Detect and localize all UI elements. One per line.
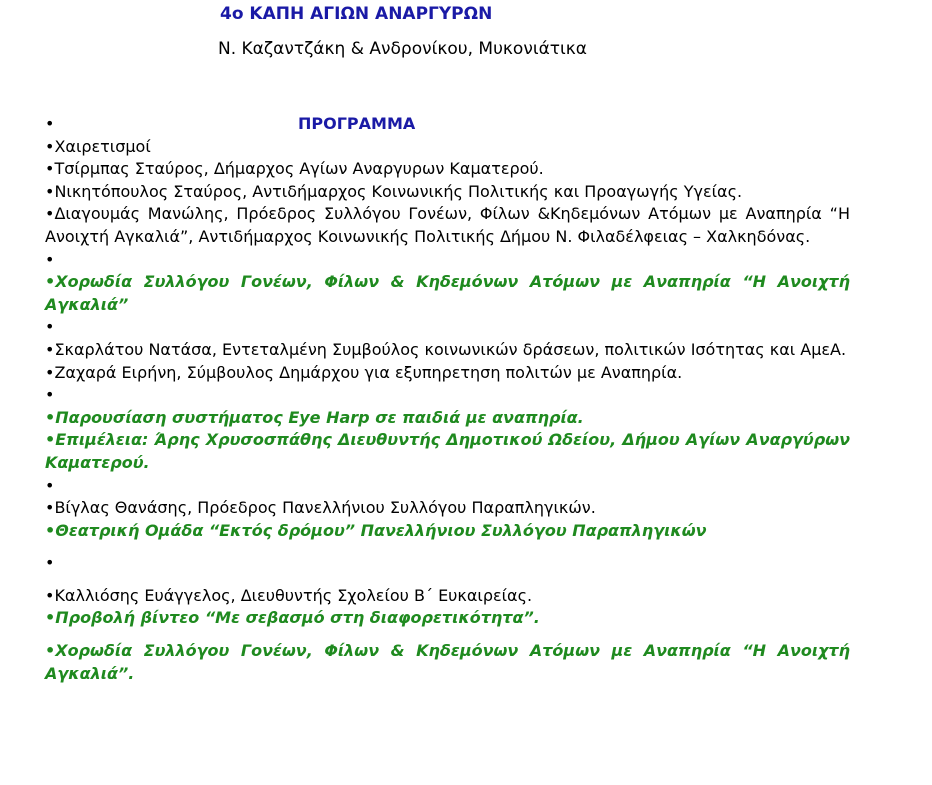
list-item-highlight: •Επιμέλεια: Άρης Χρυσοσπάθης Διευθυντής Δημοτικού Ωδείου, Δήμου Αγίων Αναργύρων Καματερού. — [45, 430, 850, 472]
bullet: • — [45, 114, 55, 133]
program-heading-line — [45, 113, 850, 136]
list-item: •Τσίρμπας Σταύρος, Δήμαρχος Αγίων Αναργυρων Καματερού. — [45, 159, 544, 179]
venue-address: Ν. Καζαντζάκη & Ανδρονίκου, Μυκονιάτικα — [218, 39, 587, 59]
list-item-highlight: •Χορωδία Συλλόγου Γονέων, Φίλων & Κηδεμόνων Ατόμων με Αναπηρία “Η Ανοιχτή Αγκαλιά” — [45, 272, 850, 314]
bullet: • — [45, 317, 55, 337]
list-item: •Διαγουμάς Μανώλης, Πρόεδρος Συλλόγου Γονέων, Φίλων &Κηδεμόνων Ατόμων με Αναπηρία “Η Ανοιχτή Αγκαλιά”, Αντιδήμαρχος Κοινωνικής Πολιτικής Δήμου Ν. Φιλαδέλφειας – Χαλκηδόνας. — [45, 204, 850, 246]
spacer — [45, 542, 850, 552]
list-item-highlight: •Χορωδία Συλλόγου Γονέων, Φίλων & Κηδεμόνων Ατόμων με Αναπηρία “Η Ανοιχτή Αγκαλιά”. — [45, 641, 850, 683]
list-item: •Νικητόπουλος Σταύρος, Αντιδήμαρχος Κοινωνικής Πολιτικής και Προαγωγής Υγείας. — [45, 181, 743, 201]
document-title: 4ο ΚΑΠΗ ΑΓΙΩΝ ΑΝΑΡΓΥΡΩΝ — [220, 4, 493, 24]
bullet: • — [45, 385, 55, 405]
spacer — [45, 575, 850, 585]
program-body — [45, 113, 850, 685]
bullet: • — [45, 475, 55, 495]
list-item: •Βίγλας Θανάσης, Πρόεδρος Πανελλήνιου Συλλόγου Παραπληγικών. — [45, 498, 596, 518]
bullet: • — [45, 553, 55, 573]
list-item: •Σκαρλάτου Νατάσα, Εντεταλμένη Συμβούλος κοινωνικών δράσεων, πολιτικών Ισότητας και ΑμεΑ. — [45, 339, 847, 359]
bullet: • — [45, 249, 55, 269]
list-item: •Καλλιόσης Ευάγγελος, Διευθυντής Σχολείου Β΄ Ευκαιρείας. — [45, 585, 533, 605]
list-item: •Χαιρετισμοί — [45, 136, 151, 156]
spacer — [45, 630, 850, 640]
list-item-highlight: •Παρουσίαση συστήματος Eye Harp σε παιδιά με αναπηρία. — [45, 407, 584, 427]
program-heading: ΠΡΟΓΡΑΜΜΑ — [298, 114, 416, 133]
list-item-highlight: •Προβολή βίντεο “Με σεβασμό στη διαφορετικότητα”. — [45, 608, 540, 628]
list-item: •Ζαχαρά Ειρήνη, Σύμβουλος Δημάρχου για εξυπηρετηση πολιτών με Αναπηρία. — [45, 362, 683, 382]
list-item-highlight: •Θεατρική Ομάδα “Εκτός δρόμου” Πανελλήνιου Συλλόγου Παραπληγικών — [45, 520, 707, 540]
